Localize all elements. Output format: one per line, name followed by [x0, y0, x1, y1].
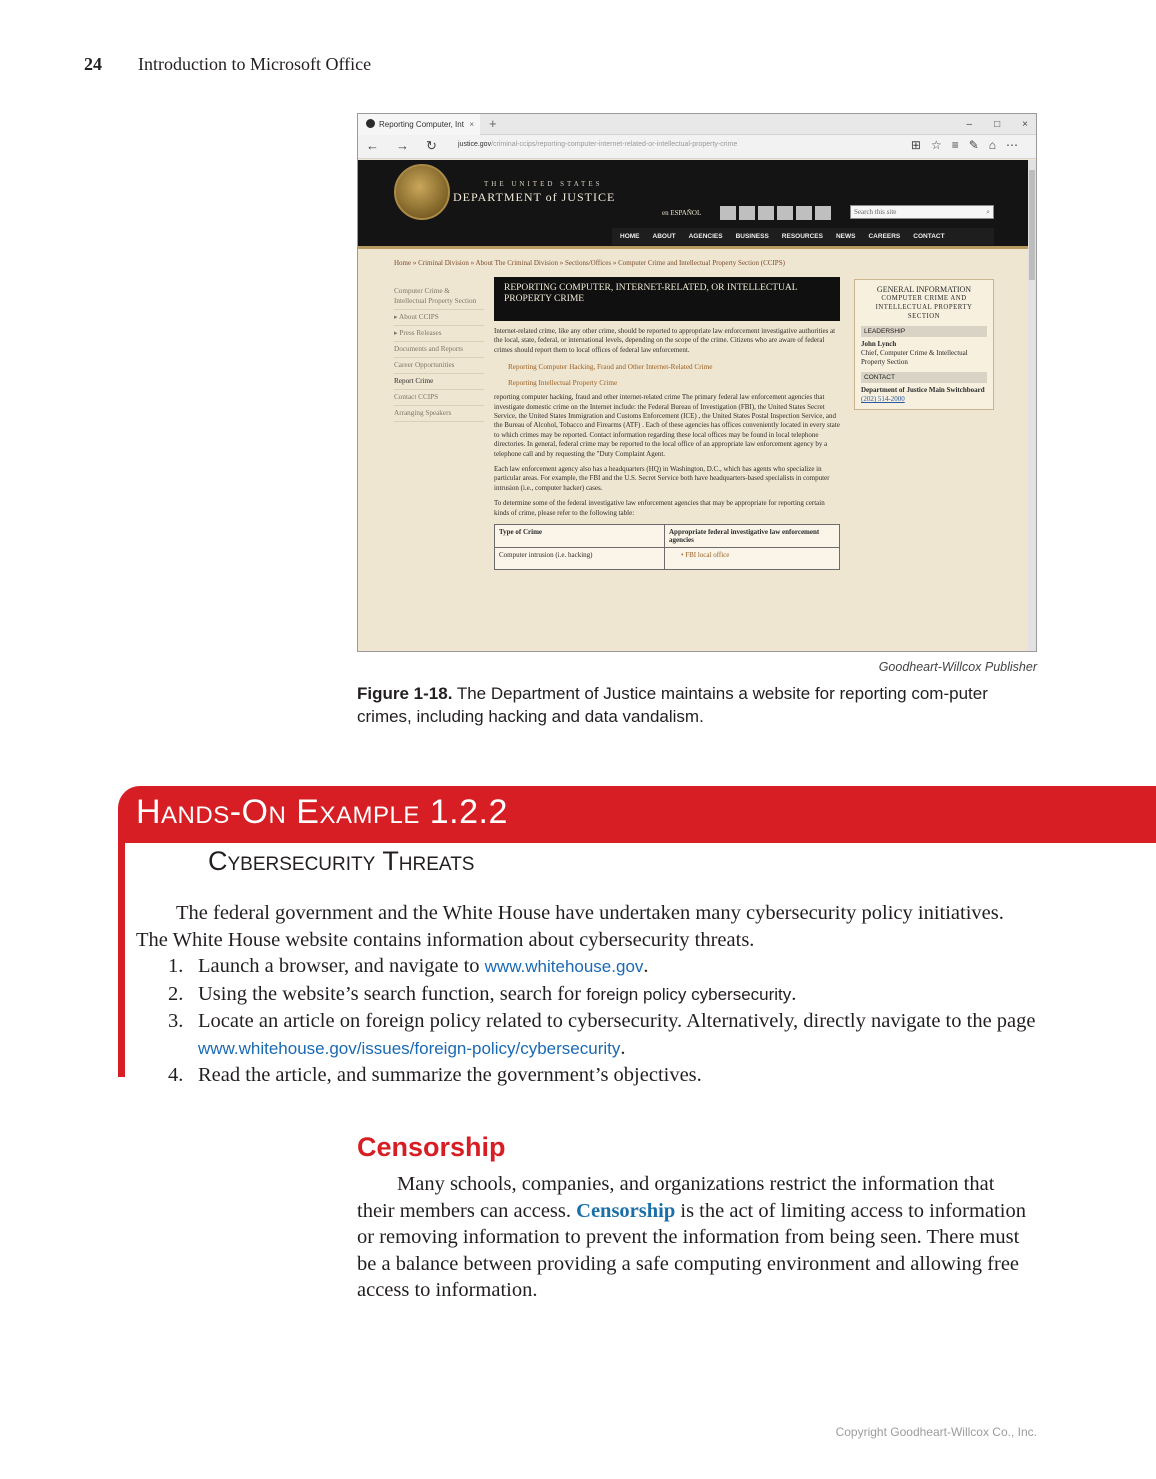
contact-name: Department of Justice Main Switchboard — [861, 386, 985, 394]
nav-business[interactable]: BUSINESS — [735, 233, 769, 240]
step-text: Using the website’s search function, search for — [198, 982, 587, 1005]
left-nav-item[interactable]: Computer Crime & Intellectual Property Section — [394, 284, 484, 310]
left-nav-item[interactable]: Career Opportunities — [394, 358, 484, 374]
page-scrollbar[interactable] — [1028, 160, 1036, 652]
contact-label: CONTACT — [861, 372, 987, 383]
fbi-office-link[interactable]: • FBI local office — [665, 548, 840, 570]
step-text: Read the article, and summarize the government’s objectives. — [198, 1064, 702, 1086]
hands-on-title: Hands-On Example 1.2.2 — [136, 793, 508, 831]
nav-about[interactable]: ABOUT — [652, 233, 676, 240]
nav-resources[interactable]: RESOURCES — [781, 233, 823, 240]
maximize-button[interactable]: □ — [994, 119, 1001, 130]
site-subtitle: THE UNITED STATES — [484, 180, 603, 188]
leader-name: John Lynch — [861, 340, 897, 348]
table-cell: Computer intrusion (i.e. hacking) — [495, 548, 665, 570]
hands-on-steps — [168, 953, 1036, 1089]
running-title: Introduction to Microsoft Office — [138, 54, 372, 74]
key-term: Censorship — [576, 1199, 676, 1222]
minimize-button[interactable]: – — [966, 119, 973, 130]
step-item — [168, 953, 1036, 981]
hacking-report-link[interactable]: Reporting Computer Hacking, Fraud and Other Internet-Related Crime — [508, 363, 713, 372]
youtube-icon[interactable] — [777, 206, 793, 220]
address-bar[interactable] — [458, 141, 737, 148]
info-title: GENERAL INFORMATION — [876, 285, 972, 294]
left-nav-item[interactable]: Documents and Reports — [394, 342, 484, 358]
search-placeholder: Search this site — [854, 208, 897, 216]
step-punct: . — [643, 955, 649, 977]
breadcrumb[interactable]: Home » Criminal Division » About The Criminal Division » Sections/Offices » Computer Crime and Intellectual Property Section (CCIPS) — [394, 259, 785, 267]
browser-tab-bar — [358, 114, 1036, 135]
nav-home[interactable]: HOME — [620, 233, 640, 240]
scrollbar-thumb[interactable] — [1029, 170, 1035, 280]
window-controls — [945, 114, 1028, 135]
main-content — [494, 277, 840, 570]
hands-on-subtitle: Cybersecurity Threats — [208, 846, 475, 876]
favicon-icon — [366, 119, 375, 128]
site-header — [358, 160, 1030, 246]
step-number: 1. — [168, 955, 184, 977]
browser-nav-bar — [358, 135, 1036, 159]
tab-title: Reporting Computer, Int — [379, 120, 464, 129]
ip-crime-report-link[interactable]: Reporting Intellectual Property Crime — [508, 379, 618, 388]
section-text-pre: Many schools, companies, and organizations restrict the information that their members can access. — [357, 1173, 995, 1222]
contact-phone-link[interactable]: (202) 514-2000 — [861, 395, 905, 403]
instagram-icon[interactable] — [739, 206, 755, 220]
hands-on-side-rule — [118, 843, 125, 1077]
section-text-post: is the act of limiting access to information or removing information to prevent the information from being seen. There must be a balance between providing a safe computing environment and allowing free access to information. — [357, 1199, 1026, 1301]
table-header-cell: Type of Crime — [495, 525, 665, 548]
left-nav-item-current[interactable]: Report Crime — [394, 374, 484, 390]
section-left-nav — [394, 284, 484, 422]
facebook-icon[interactable] — [758, 206, 774, 220]
table-header-cell: Appropriate federal investigative law enforcement agencies — [665, 525, 840, 548]
hq-paragraph: Each law enforcement agency also has a headquarters (HQ) in Washington, D.C., which has agents who specialize in particular areas. For example, the FBI and the U.S. Secret Service both have headquarters-based specialists in computer intrusion (i.e., computer hacker) cases. — [494, 465, 830, 492]
figure-screenshot — [357, 113, 1037, 652]
figure-credit: Goodheart-Willcox Publisher — [878, 660, 1037, 674]
new-tab-button[interactable]: + — [489, 116, 497, 131]
url-domain: justice.gov — [458, 141, 492, 148]
fbi-office-link-text[interactable]: FBI local office — [685, 551, 730, 560]
table-row — [495, 548, 840, 570]
site-search-input[interactable] — [850, 205, 994, 219]
url-path: /criminal-ccips/reporting-computer-internet-related-or-intellectual-property-crime — [491, 141, 738, 148]
nav-agencies[interactable]: AGENCIES — [688, 233, 723, 240]
hands-on-intro: The federal government and the White House have undertaken many cybersecurity policy initiatives. The White House website contains information about cybersecurity threats. — [136, 902, 1004, 951]
step-text: Launch a browser, and navigate to — [198, 955, 485, 977]
refresh-button[interactable]: ↻ — [426, 138, 437, 153]
close-window-button[interactable]: × — [1022, 119, 1028, 130]
search-term: foreign policy cybersecurity — [586, 984, 792, 1004]
leader-title: Chief, Computer Crime & Intellectual Property Section — [861, 349, 968, 366]
espanol-link[interactable]: en ESPAÑOL — [662, 209, 702, 217]
site-name[interactable]: DEPARTMENT of JUSTICE — [453, 190, 616, 204]
left-nav-item[interactable]: Arranging Speakers — [394, 406, 484, 422]
figure-label: Figure 1-18. — [357, 684, 453, 703]
step-item — [168, 1062, 1036, 1089]
general-info-sidebar — [854, 279, 994, 410]
left-nav-item[interactable]: ▸ About CCIPS — [394, 310, 484, 326]
page-number: 24 — [84, 54, 102, 74]
nav-contact[interactable]: CONTACT — [913, 233, 945, 240]
copyright-notice: Copyright Goodheart-Willcox Co., Inc. — [835, 1425, 1037, 1439]
table-header-row — [495, 525, 840, 548]
page-title-banner: REPORTING COMPUTER, INTERNET-RELATED, OR INTELLECTUAL PROPERTY CRIME — [494, 277, 840, 321]
figure-caption — [357, 682, 1037, 728]
table-intro-paragraph: To determine some of the federal investigative law enforcement agencies that may be appropriate for reporting certain kinds of crime, please refer to the following table: — [494, 499, 825, 517]
step-number: 3. — [168, 1010, 184, 1032]
leadership-label: LEADERSHIP — [861, 326, 987, 337]
header-divider — [358, 246, 1030, 249]
whitehouse-url-link[interactable]: www.whitehouse.gov — [484, 957, 644, 976]
back-button[interactable]: ← — [366, 138, 379, 153]
forward-button[interactable]: → — [396, 138, 409, 153]
step-item — [168, 1008, 1036, 1062]
cybersecurity-url-link[interactable]: www.whitehouse.gov/issues/foreign-policy/cybersecurity — [198, 1038, 621, 1058]
nav-news[interactable]: NEWS — [835, 233, 856, 240]
doj-seal-logo[interactable] — [394, 164, 450, 220]
step-number: 4. — [168, 1064, 184, 1086]
step-item — [168, 981, 1036, 1009]
social-icons — [720, 206, 834, 225]
intro-paragraph: Internet-related crime, like any other crime, should be reported to appropriate law enforcement investigative authorities at the local, state, federal, or international levels, depending on the scope of the crime. Citizens who are aware of federal crimes should report them to local offices of federal law enforcement. — [494, 327, 836, 354]
left-nav-item[interactable]: Contact CCIPS — [394, 390, 484, 406]
step-punct: . — [791, 982, 797, 1005]
search-icon[interactable]: ⌕ — [986, 208, 990, 216]
rss-icon[interactable] — [796, 206, 812, 220]
caption-text: The Department of Justice maintains a website for reporting com-puter crimes, including hacking and data vandalism. — [357, 684, 988, 726]
twitter-icon[interactable] — [720, 206, 736, 220]
tab-close-icon[interactable]: × — [469, 120, 474, 129]
section-heading: Censorship — [357, 1132, 506, 1162]
running-head — [84, 54, 371, 75]
section-paragraph — [357, 1171, 1037, 1304]
email-icon[interactable] — [815, 206, 831, 220]
step-number: 2. — [168, 982, 184, 1005]
step-punct: . — [620, 1036, 626, 1059]
left-nav-item[interactable]: ▸ Press Releases — [394, 326, 484, 342]
nav-careers[interactable]: CAREERS — [868, 233, 901, 240]
agencies-paragraph: reporting computer hacking, fraud and other internet-related crime The primary federal law enforcement agencies that investigate domestic crime on the Internet include: the Federal Bureau of Investigation (FBI), the United States Secret Service, the United States Immigration and Customs Enforcement (ICE) , the United States Postal Inspection Service, and the Bureau of Alcohol, Tobacco and Firearms (ATF) . Each of these agencies has offices conveniently located in every state to which crimes may be reported. Contact information regarding these local offices may be found in local telephone directories. In general, federal crime may be reported to the local office of an appropriate law enforcement agency by a telephone call and by requesting the "Duty Complaint Agent. — [494, 393, 840, 458]
browser-tab[interactable] — [358, 114, 480, 135]
info-subtitle: COMPUTER CRIME AND INTELLECTUAL PROPERTY SECTION — [875, 295, 973, 320]
site-top-nav — [612, 228, 994, 245]
step-text: Locate an article on foreign policy related to cybersecurity. Alternatively, directly navigate to the page — [198, 1010, 1036, 1032]
crime-agency-table — [494, 524, 840, 570]
browser-toolbar-icons[interactable]: ⊞☆≡✎⌂⋯ — [910, 138, 1028, 152]
